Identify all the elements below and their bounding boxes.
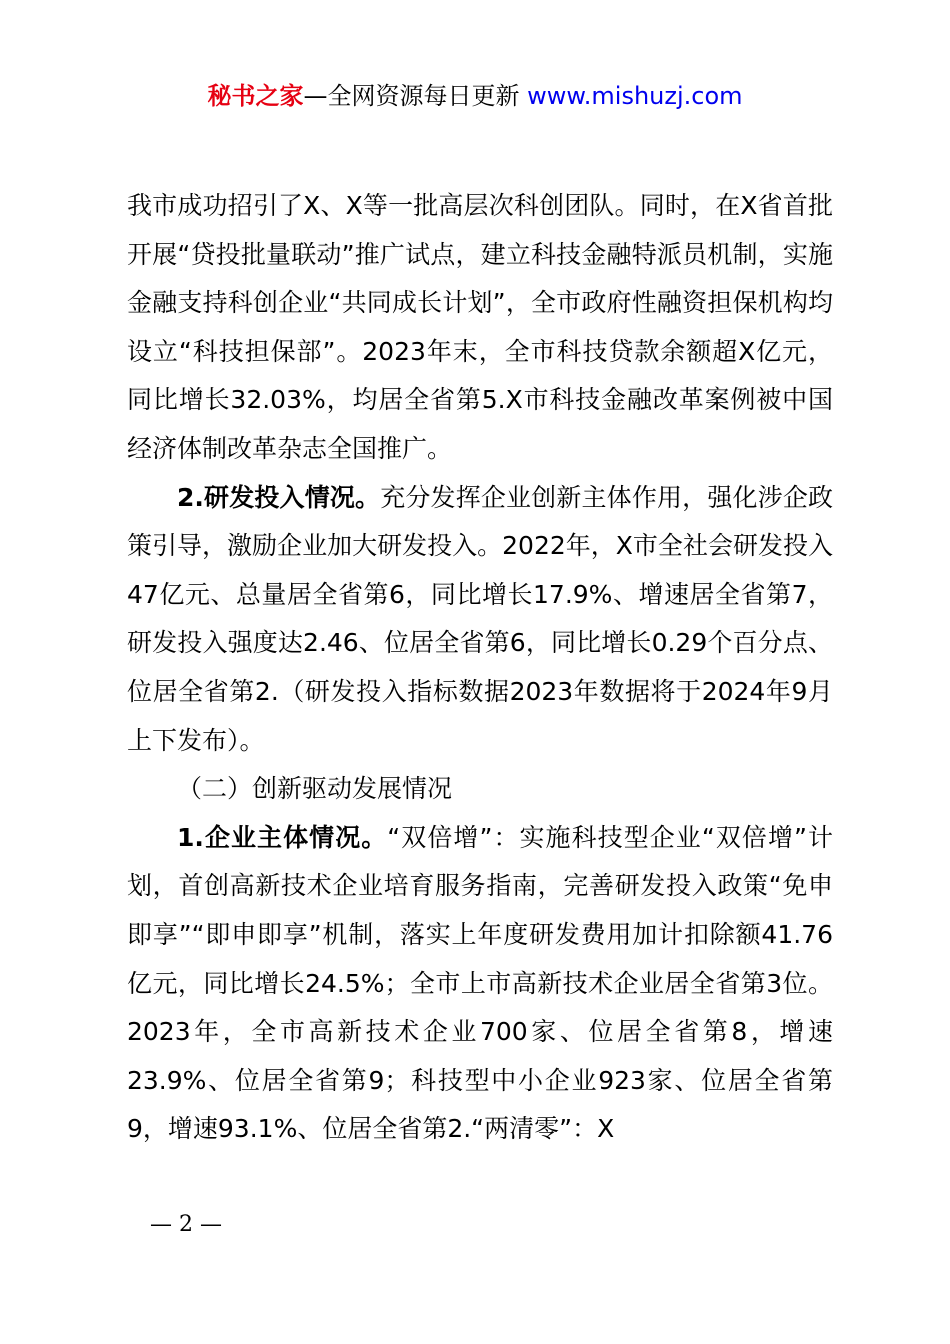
paragraph-4-heading: 1.企业主体情况。 (177, 822, 388, 852)
paragraph-2-heading: 2.研发投入情况。 (177, 482, 381, 512)
header-tagline: —全网资源每日更新 (303, 82, 528, 110)
paragraph-1: 我市成功招引了X、X等一批高层次科创团队。同时，在X省首批开展“贷投批量联动”推广试点，建立科技金融特派员机制，实施金融支持科创企业“共同成长计划”，全市政府性融资担保机构均设立“科技担保部”。2023年末，全市科技贷款余额超X亿元，同比增长32.03%，均居全省第5.X市科技金融改革案例被中国经济体制改革杂志全国推广。 (127, 191, 833, 463)
document-body (127, 182, 833, 1154)
site-header (0, 80, 950, 112)
paragraph-2 (127, 474, 833, 766)
paragraph-4-text: “双倍增”：实施科技型企业“双倍增”计划，首创高新技术企业培育服务指南，完善研发投入政策“免申即享”“即申即享”机制，落实上年度研发费用加计扣除额41.76亿元，同比增长24.5%；全市上市高新技术企业居全省第3位。2023年，全市高新技术企业700家、位居全省第8，增速23.9%、位居全省第9；科技型中小企业923家、位居全省第9，增速93.1%、位居全省第2.“两清零”：X (127, 822, 833, 1144)
header-url[interactable]: www.mishuzj.com (527, 82, 743, 110)
section-heading: （二）创新驱动发展情况 (177, 774, 453, 804)
paragraph-4 (127, 814, 833, 1154)
page-number: — 2 — (150, 1212, 222, 1237)
paragraph-2-text: 充分发挥企业创新主体作用，强化涉企政策引导，激励企业加大研发投入。2022年，X市全社会研发投入47亿元、总量居全省第6，同比增长17.9%、增速居全省第7，研发投入强度达2.46、位居全省第6，同比增长0.29个百分点、位居全省第2.（研发投入指标数据2023年数据将于2024年9月上下发布）。 (127, 482, 833, 755)
brand-name: 秘书之家 (207, 82, 304, 110)
